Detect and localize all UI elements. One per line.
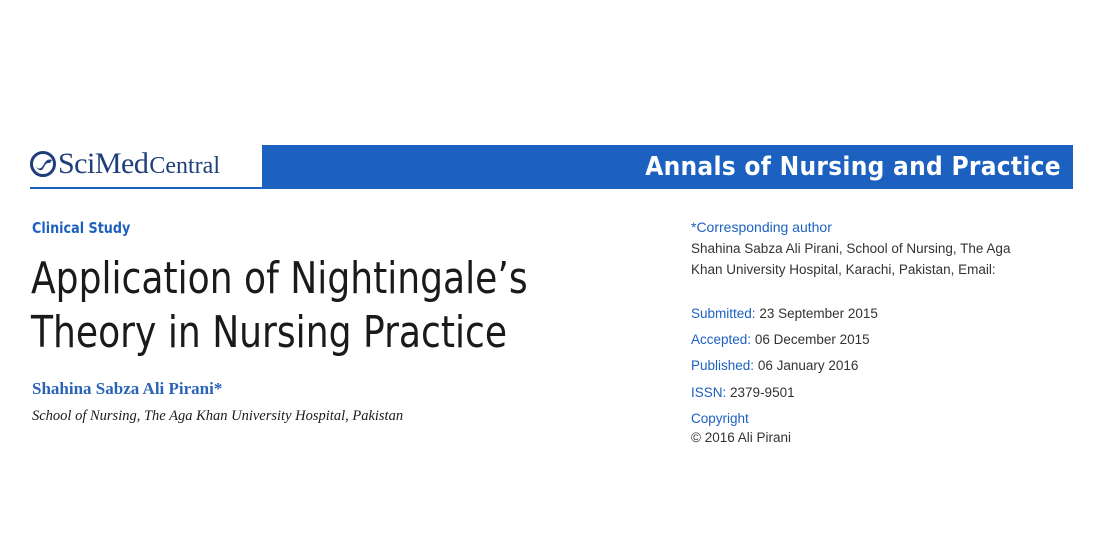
corresponding-author-line-1: Shahina Sabza Ali Pirani, School of Nursing, The Aga <box>691 241 1011 256</box>
corresponding-author-line-2: Khan University Hospital, Karachi, Pakistan, Email: <box>691 262 996 277</box>
issn-label: ISSN: <box>691 385 727 400</box>
copyright-value: © 2016 Ali Pirani <box>691 430 792 445</box>
author-name[interactable]: Shahina Sabza Ali Pirani* <box>32 379 223 398</box>
article-title <box>31 252 528 360</box>
logo-text-sci: Sci <box>58 147 95 180</box>
accepted-label: Accepted: <box>691 332 752 347</box>
article-metadata-panel <box>691 219 1071 445</box>
submitted-value: 23 September 2015 <box>759 306 878 321</box>
published-label: Published: <box>691 358 755 373</box>
logo-text-med: Med <box>94 147 149 180</box>
copyright-heading: Copyright <box>691 411 749 426</box>
author-affiliation: School of Nursing, The Aga Khan University Hospital, Pakistan <box>32 408 404 424</box>
corresponding-author-details <box>691 238 1071 280</box>
logo-text-central: Central <box>149 152 220 179</box>
journal-banner <box>262 145 1073 189</box>
article-title-line-1: Application of Nightingale’s <box>31 253 528 304</box>
published-date <box>691 357 858 375</box>
accepted-date <box>691 331 870 349</box>
accepted-value: 06 December 2015 <box>754 332 870 347</box>
scimedcentral-logo <box>30 146 220 182</box>
issn-value: 2379-9501 <box>730 385 795 400</box>
article-title-line-2: Theory in Nursing Practice <box>31 307 508 358</box>
issn <box>691 384 795 402</box>
article-type: Clinical Study <box>32 219 131 237</box>
scimed-logo-icon <box>30 151 56 177</box>
copyright-label <box>691 410 749 428</box>
corresponding-author-label: *Corresponding author <box>691 219 832 235</box>
logo-underline <box>30 187 262 189</box>
submitted-date <box>691 305 878 323</box>
journal-title: Annals of Nursing and Practice <box>645 152 1061 182</box>
published-value: 06 January 2016 <box>757 358 859 373</box>
submitted-label: Submitted: <box>691 306 756 321</box>
